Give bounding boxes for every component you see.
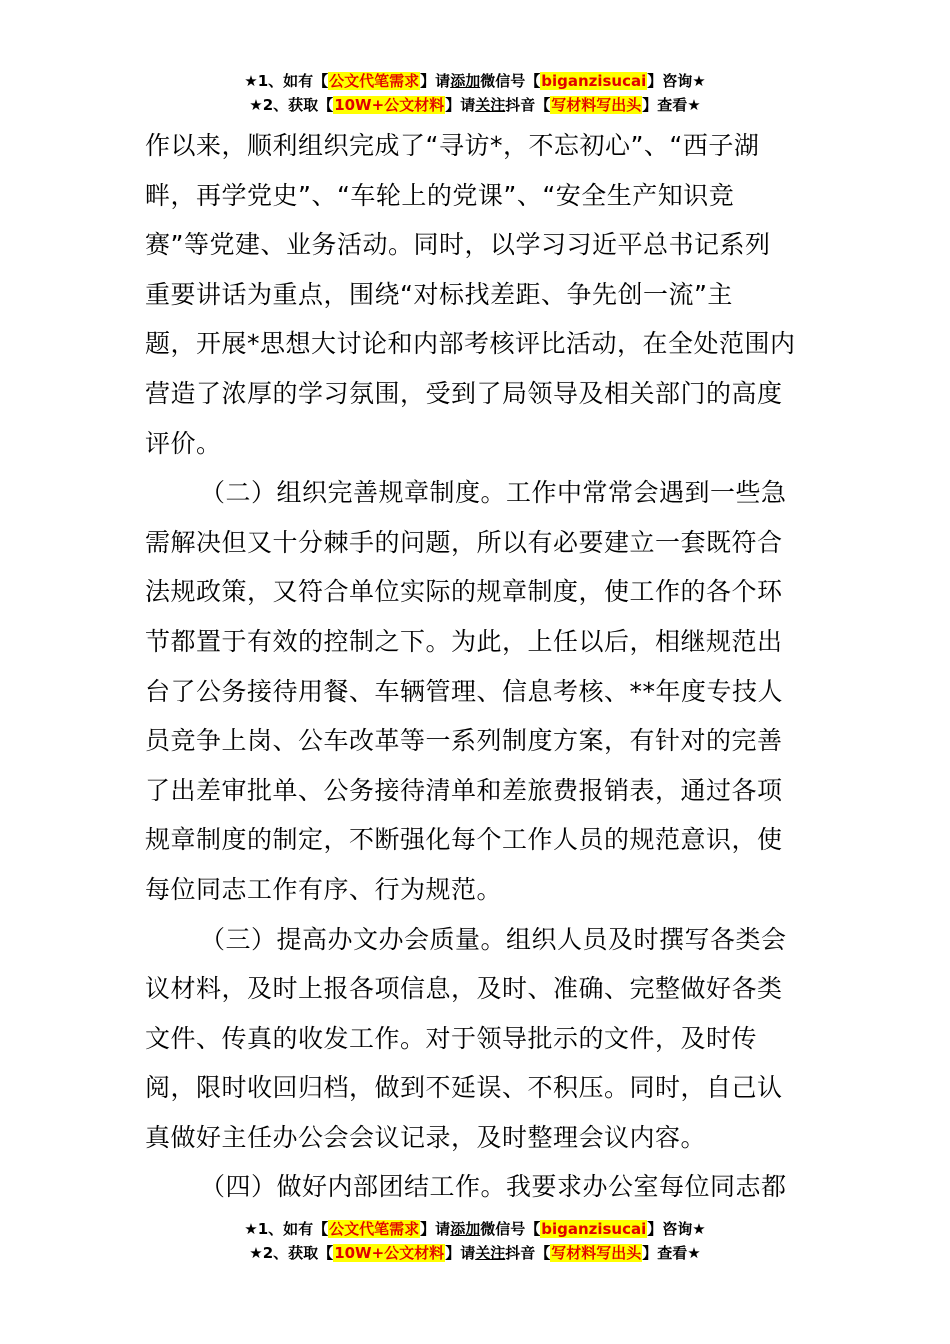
banner-line-1 (0, 70, 950, 94)
body-line: 真做好主任办公会会议记录，及时整理会议内容。 (145, 1122, 707, 1152)
section-heading-line: （二）组织完善规章制度。工作中常常会遇到一些急 (200, 478, 787, 508)
banner-text: 】查看★ (642, 96, 701, 114)
banner-text: 】请 (420, 72, 451, 90)
body-line: 议材料，及时上报各项信息，及时、准确、完整做好各类 (145, 974, 783, 1004)
banner-underline: 添加 (450, 1220, 481, 1238)
banner-highlight: 10W+公文材料 (334, 1244, 445, 1262)
banner-text: ★2、获取【 (249, 96, 334, 114)
body-line: 题，开展*思想大讨论和内部考核评比活动，在全处范围内 (145, 329, 796, 359)
body-line: 赛”等党建、业务活动。同时，以学习习近平总书记系列 (145, 230, 771, 260)
body-line: 法规政策，又符合单位实际的规章制度，使工作的各个环 (145, 577, 783, 607)
body-line: 台了公务接待用餐、车辆管理、信息考核、**年度专技人 (145, 676, 784, 706)
banner-line-2 (0, 1242, 950, 1266)
banner-highlight: 公文代笔需求 (329, 1220, 420, 1238)
banner-text: 】请 (420, 1220, 451, 1238)
banner-highlight: biganzisucai (541, 72, 647, 90)
banner-line-1 (0, 1218, 950, 1242)
banner-text: 】请 (445, 1244, 476, 1262)
body-line: 文件、传真的收发工作。对于领导批示的文件，及时传 (145, 1023, 758, 1053)
body-line: 畔，再学党史”、“车轮上的党课”、“安全生产知识竞 (145, 180, 735, 210)
body-line: 规章制度的制定，不断强化每个工作人员的规范意识，使 (145, 825, 783, 855)
section-heading-line: （四）做好内部团结工作。我要求办公室每位同志都 (200, 1172, 787, 1202)
header-banner (0, 70, 950, 118)
banner-line-2 (0, 94, 950, 118)
body-line: 阅，限时收回归档，做到不延误、不积压。同时，自己认 (145, 1073, 783, 1103)
body-line: 重要讲话为重点，围绕“对标找差距、争先创一流”主 (145, 279, 733, 309)
section-heading-line: （三）提高办文办会质量。组织人员及时撰写各类会 (200, 924, 787, 954)
body-line: 作以来，顺利组织完成了“寻访*，不忘初心”、“西子湖 (145, 131, 760, 160)
banner-highlight: 写材料写出头 (551, 1244, 642, 1262)
body-line: 营造了浓厚的学习氛围，受到了局领导及相关部门的高度 (145, 378, 783, 408)
banner-highlight: biganzisucai (541, 1220, 647, 1238)
banner-text: ★1、如有【 (244, 1220, 329, 1238)
banner-text: 抖音【 (505, 96, 551, 114)
banner-text: 】咨询★ (647, 72, 706, 90)
banner-underline: 关注 (475, 1244, 506, 1262)
document-body (145, 121, 807, 1212)
banner-underline: 添加 (450, 72, 481, 90)
banner-text: ★2、获取【 (249, 1244, 334, 1262)
body-line: 每位同志工作有序、行为规范。 (145, 874, 503, 904)
body-line: 评价。 (145, 428, 222, 458)
banner-highlight: 10W+公文材料 (334, 96, 445, 114)
body-line: 员竞争上岗、公车改革等一系列制度方案，有针对的完善 (145, 726, 783, 756)
banner-text: 微信号【 (480, 72, 541, 90)
body-line: 需解决但又十分棘手的问题，所以有必要建立一套既符合 (145, 527, 783, 557)
banner-text: 】查看★ (642, 1244, 701, 1262)
banner-text: 微信号【 (480, 1220, 541, 1238)
banner-text: 】咨询★ (647, 1220, 706, 1238)
banner-highlight: 公文代笔需求 (329, 72, 420, 90)
footer-banner (0, 1218, 950, 1266)
body-line: 了出差审批单、公务接待清单和差旅费报销表，通过各项 (145, 775, 783, 805)
banner-underline: 关注 (475, 96, 506, 114)
banner-highlight: 写材料写出头 (551, 96, 642, 114)
banner-text: ★1、如有【 (244, 72, 329, 90)
body-line: 节都置于有效的控制之下。为此，上任以后，相继规范出 (145, 626, 783, 656)
banner-text: 】请 (445, 96, 476, 114)
banner-text: 抖音【 (505, 1244, 551, 1262)
